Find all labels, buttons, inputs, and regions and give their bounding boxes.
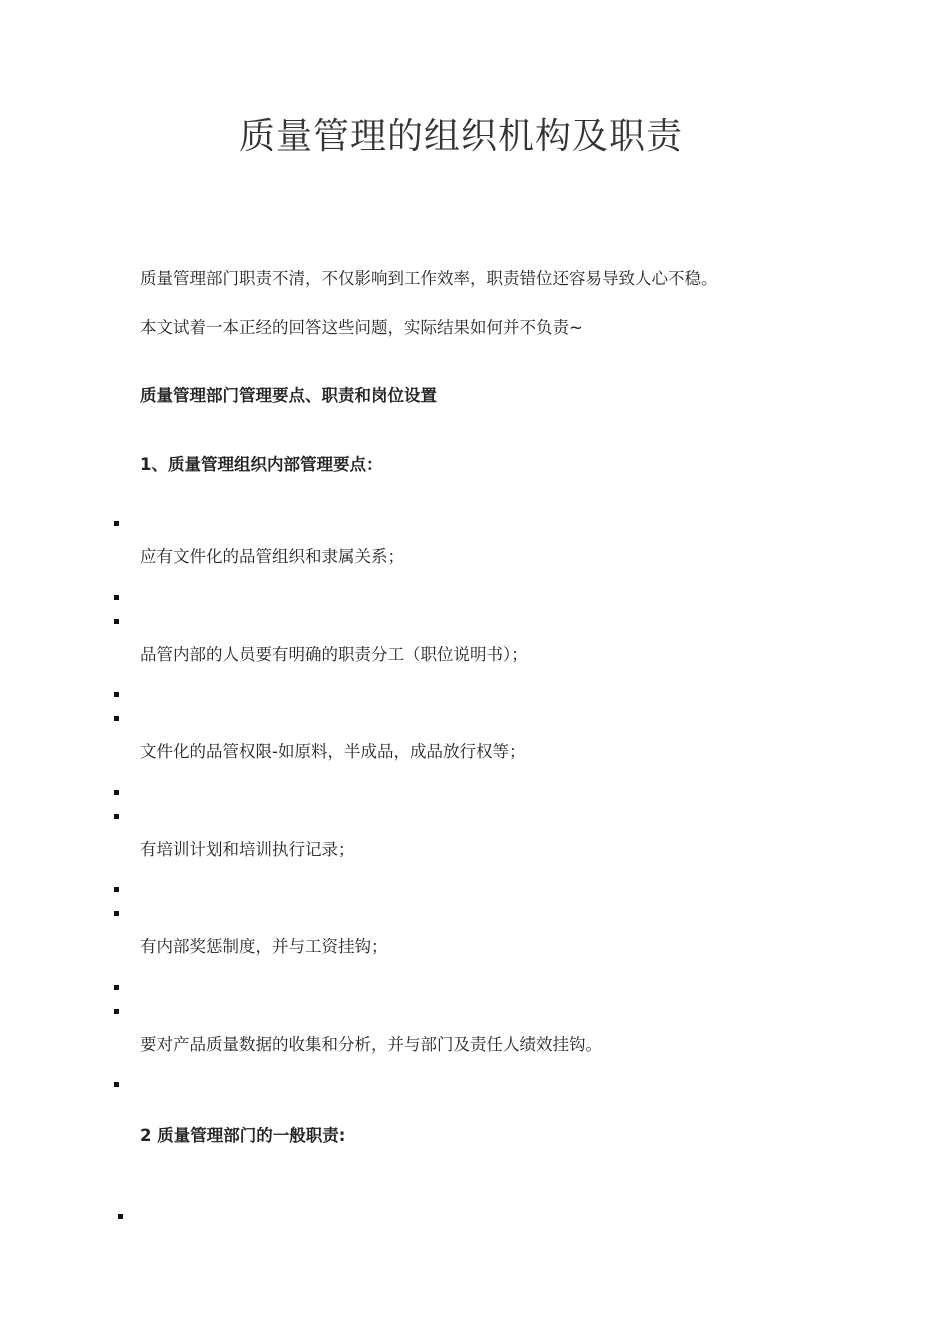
list-bullet [114,521,119,526]
intro-paragraph-2: 本文试着一本正经的回答这些问题，实际结果如何并不负责~ [140,318,583,337]
intro-paragraph-1: 质量管理部门职责不清，不仅影响到工作效率，职责错位还容易导致人心不稳。 [140,269,718,288]
list-bullet [114,1082,119,1087]
list-item: 品管内部的人员要有明确的职责分工（职位说明书）； [140,645,528,664]
list-bullet [114,1009,119,1014]
list-item: 文件化的品管权限-如原料，半成品，成品放行权等； [140,742,526,761]
list-bullet [114,814,119,819]
list-bullet [114,619,119,624]
list-bullet [114,790,119,795]
list-bullet [118,1214,123,1219]
document-title: 质量管理的组织机构及职责 [238,116,683,157]
list-item: 要对产品质量数据的收集和分析，并与部门及责任人绩效挂钩。 [140,1035,602,1054]
list-bullet [114,887,119,892]
section-heading: 质量管理部门管理要点、职责和岗位设置 [140,386,437,405]
list-bullet [114,985,119,990]
list-bullet [114,692,119,697]
list-item: 有培训计划和培训执行记录； [140,840,355,859]
list-item: 应有文件化的品管组织和隶属关系； [140,547,404,566]
subsection-1-heading: 1、质量管理组织内部管理要点： [140,455,383,474]
list-bullet [114,595,119,600]
list-item: 有内部奖惩制度，并与工资挂钩； [140,937,388,956]
list-bullet [114,716,119,721]
list-bullet [114,911,119,916]
subsection-2-heading: 2 质量管理部门的一般职责: [140,1126,346,1145]
